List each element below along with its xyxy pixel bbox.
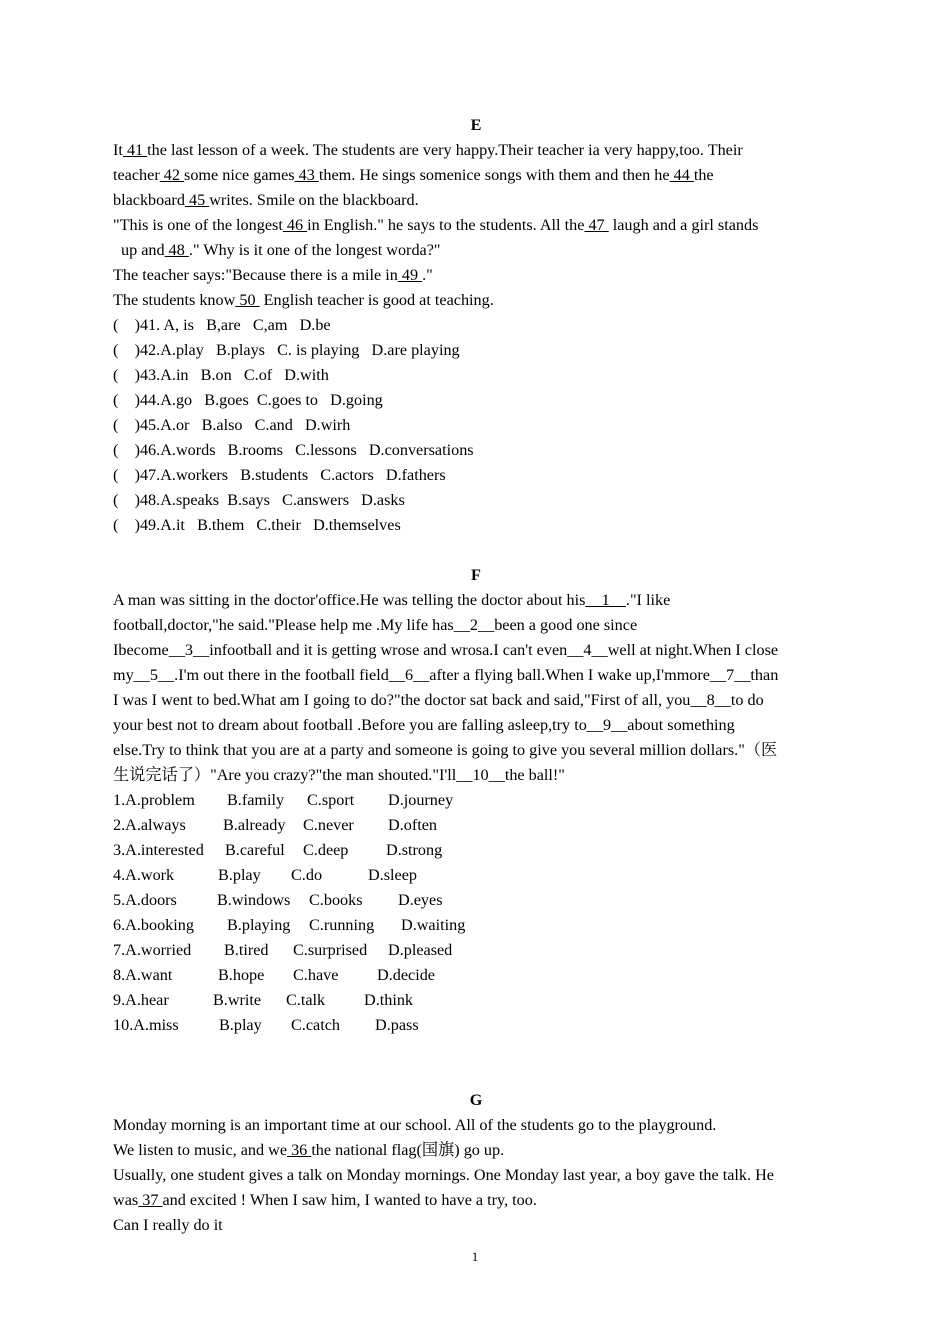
option-2-a: 2.A.always bbox=[113, 816, 186, 834]
blank-1: __1__ bbox=[585, 591, 626, 609]
option-10-c: C.catch bbox=[291, 1016, 340, 1034]
section-g-title: G bbox=[469, 1091, 483, 1109]
option-4-d: D.sleep bbox=[368, 866, 417, 884]
option-1-c: C.sport bbox=[307, 791, 355, 809]
passage-f-line-4: my__5__.I'm out there in the football field__6__after a flying ball.When I wake up,I'mmore__7__than bbox=[113, 666, 779, 684]
passage-g-line-2: We listen to music, and we 36 the national flag(国旗) go up. bbox=[113, 1141, 505, 1159]
option-4-b: B.play bbox=[218, 866, 261, 884]
passage-f-line-1: A man was sitting in the doctor'office.He was telling the doctor about his__1__."I like bbox=[113, 591, 671, 609]
option-1-a: 1.A.problem bbox=[113, 791, 195, 809]
blank-45: 45 bbox=[184, 191, 210, 209]
option-5-b: B.windows bbox=[217, 891, 291, 909]
option-4-c: C.do bbox=[291, 866, 323, 884]
passage-e-line-6: The teacher says:"Because there is a mile in 49 ." bbox=[113, 266, 433, 284]
question-47: ( )47.A.workers B.students C.actors D.fathers bbox=[113, 466, 446, 484]
option-5-a: 5.A.doors bbox=[113, 891, 177, 909]
option-7-b: B.tired bbox=[224, 941, 269, 959]
passage-e-line-3: blackboard 45 writes. Smile on the blackboard. bbox=[113, 191, 419, 209]
passage-e-line-1: It 41 the last lesson of a week. The students are very happy.Their teacher ia very happy,too. Their bbox=[113, 141, 743, 159]
passage-f-line-7: else.Try to think that you are at a party and someone is going to give you several million dollars."（医 bbox=[113, 741, 778, 759]
option-9-a: 9.A.hear bbox=[113, 991, 169, 1009]
option-6-d: D.waiting bbox=[401, 916, 466, 934]
section-f-title: F bbox=[471, 566, 481, 584]
option-row-1 bbox=[113, 788, 839, 813]
option-row-9 bbox=[113, 988, 839, 1013]
option-1-d: D.journey bbox=[388, 791, 454, 809]
option-6-c: C.running bbox=[309, 916, 375, 934]
passage-g-line-4: was 37 and excited ! When I saw him, I wanted to have a try, too. bbox=[113, 1191, 537, 1209]
option-8-d: D.decide bbox=[377, 966, 435, 984]
option-5-c: C.books bbox=[309, 891, 363, 909]
option-7-a: 7.A.worried bbox=[113, 941, 192, 959]
option-8-a: 8.A.want bbox=[113, 966, 173, 984]
blank-43: 43 bbox=[294, 166, 319, 184]
option-row-5 bbox=[113, 888, 839, 913]
option-3-c: C.deep bbox=[303, 841, 349, 859]
option-7-d: D.pleased bbox=[388, 941, 453, 959]
page-number: 1 bbox=[471, 1249, 479, 1264]
option-9-d: D.think bbox=[364, 991, 414, 1009]
option-6-b: B.playing bbox=[227, 916, 291, 934]
passage-e-line-7: The students know 50 English teacher is good at teaching. bbox=[113, 291, 494, 309]
blank-50: 50 bbox=[235, 291, 260, 309]
option-3-b: B.careful bbox=[225, 841, 285, 859]
passage-f-line-6: your best not to dream about football .Before you are falling asleep,try to__9__about something bbox=[113, 716, 735, 734]
passage-f-line-5: I was I went to bed.What am I going to do?"the doctor sat back and said,"First of all, you__8__to do bbox=[113, 691, 764, 709]
passage-f-line-8: 生说完话了）"Are you crazy?"the man shouted."I'll__10__the ball!" bbox=[113, 766, 565, 784]
passage-f-line-3: Ibecome__3__infootball and it is getting wrose and wrosa.I can't even__4__well at night.When I close bbox=[113, 641, 779, 659]
blank-44: 44 bbox=[669, 166, 694, 184]
option-row-8 bbox=[113, 963, 839, 988]
question-41: ( )41. A, is B,are C,am D.be bbox=[113, 316, 331, 334]
question-44: ( )44.A.go B.goes C.goes to D.going bbox=[113, 391, 383, 409]
spacer bbox=[113, 1038, 839, 1063]
option-row-4 bbox=[113, 863, 839, 888]
blank-36: 36 bbox=[287, 1141, 312, 1159]
blank-41: 41 bbox=[122, 141, 148, 159]
spacer bbox=[113, 1063, 839, 1088]
blank-48: 48 bbox=[164, 241, 189, 259]
option-7-c: C.surprised bbox=[293, 941, 368, 959]
option-2-c: C.never bbox=[303, 816, 354, 834]
option-5-d: D.eyes bbox=[398, 891, 443, 909]
option-row-6 bbox=[113, 913, 839, 938]
option-4-a: 4.A.work bbox=[113, 866, 175, 884]
passage-g-line-1: Monday morning is an important time at our school. All of the students go to the playground. bbox=[113, 1116, 717, 1134]
question-43: ( )43.A.in B.on C.of D.with bbox=[113, 366, 329, 384]
passage-g-line-3: Usually, one student gives a talk on Monday mornings. One Monday last year, a boy gave the talk. He bbox=[113, 1166, 774, 1184]
question-48: ( )48.A.speaks B.says C.answers D.asks bbox=[113, 491, 405, 509]
option-8-b: B.hope bbox=[218, 966, 265, 984]
passage-e-line-2: teacher 42 some nice games 43 them. He sings somenice songs with them and then he 44 the bbox=[113, 166, 714, 184]
option-2-b: B.already bbox=[223, 816, 286, 834]
option-row-7 bbox=[113, 938, 839, 963]
passage-f-line-2: football,doctor,"he said."Please help me .My life has__2__been a good one since bbox=[113, 616, 638, 634]
option-10-b: B.play bbox=[219, 1016, 262, 1034]
option-row-2 bbox=[113, 813, 839, 838]
option-6-a: 6.A.booking bbox=[113, 916, 194, 934]
document-body bbox=[113, 113, 839, 1238]
option-row-10 bbox=[113, 1013, 839, 1038]
option-10-d: D.pass bbox=[375, 1016, 419, 1034]
option-9-b: B.write bbox=[213, 991, 262, 1009]
option-2-d: D.often bbox=[388, 816, 437, 834]
section-e-title: E bbox=[470, 116, 482, 134]
option-1-b: B.family bbox=[227, 791, 285, 809]
passage-e-line-4: "This is one of the longest 46 in English." he says to the students. All the 47 laugh and a girl stands bbox=[113, 216, 759, 234]
option-row-3 bbox=[113, 838, 839, 863]
option-10-a: 10.A.miss bbox=[113, 1016, 179, 1034]
blank-47: 47 bbox=[584, 216, 609, 234]
option-3-a: 3.A.interested bbox=[113, 841, 204, 859]
question-42: ( )42.A.play B.plays C. is playing D.are playing bbox=[113, 341, 460, 359]
question-49: ( )49.A.it B.them C.their D.themselves bbox=[113, 516, 401, 534]
option-3-d: D.strong bbox=[386, 841, 443, 859]
blank-49: 49 bbox=[397, 266, 423, 284]
blank-46: 46 bbox=[282, 216, 308, 234]
passage-e-line-5: up and 48 ." Why is it one of the longest worda?" bbox=[121, 241, 441, 259]
option-9-c: C.talk bbox=[286, 991, 326, 1009]
spacer bbox=[113, 538, 839, 563]
question-45: ( )45.A.or B.also C.and D.wirh bbox=[113, 416, 351, 434]
passage-g-line-5: Can I really do it bbox=[113, 1216, 223, 1234]
option-8-c: C.have bbox=[293, 966, 339, 984]
blank-37: 37 bbox=[138, 1191, 163, 1209]
section-f-options bbox=[113, 788, 839, 1038]
blank-42: 42 bbox=[159, 166, 185, 184]
question-46: ( )46.A.words B.rooms C.lessons D.conversations bbox=[113, 441, 474, 459]
